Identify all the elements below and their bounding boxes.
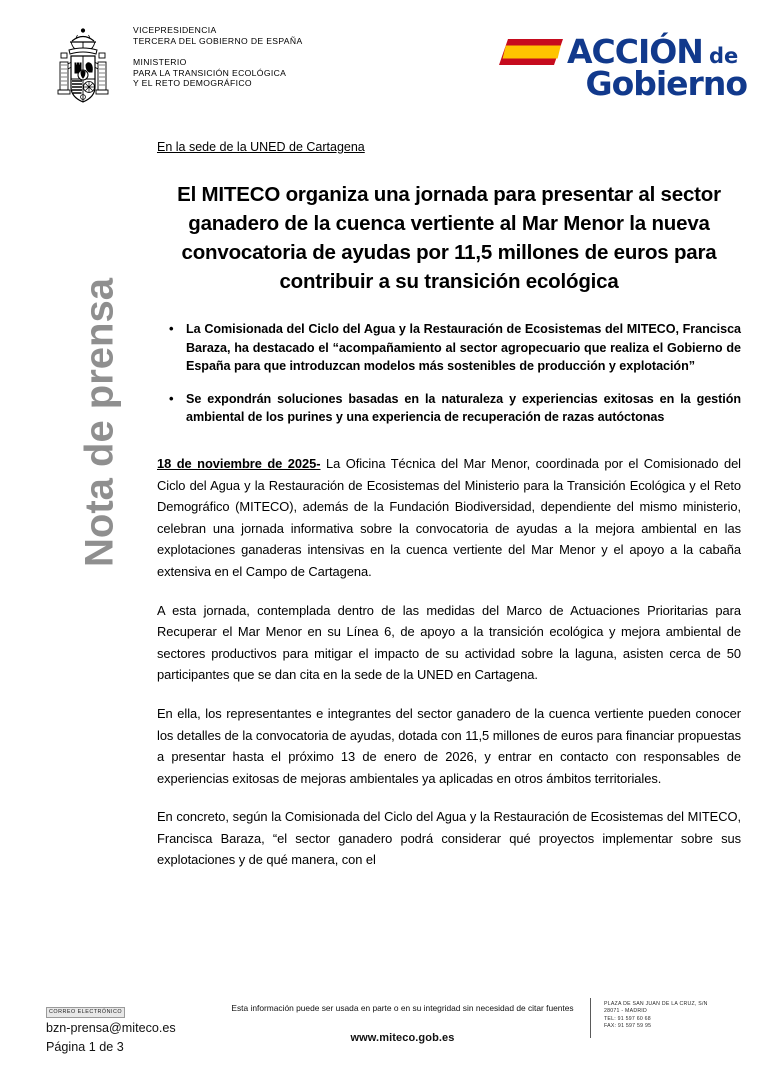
kicker-line: En la sede de la UNED de Cartagena: [157, 140, 365, 154]
ministry-line-1: VICEPRESIDENCIA: [133, 25, 217, 35]
paragraph-2: A esta jornada, contemplada dentro de las medidas del Marco de Actuaciones Prioritarias para Recuperar el Mar Menor en su Línea 6, de apoyo a la transición ecológica y mejora ambiental de sectores productivos para mitigar el impacto de su actividad sobre la laguna, asisten cerca de 50 participantes que se dan cita en la sede de la UNED en Cartagena.: [157, 602, 741, 683]
page-title: El MITECO organiza una jornada para presentar al sector ganadero de la cuenca vertiente al Mar Menor la nueva convocatoria de ayudas por 11,5 millones de euros para contribuir a su transición ecológica: [177, 183, 721, 293]
spain-flag-icon: [499, 39, 563, 65]
email-address[interactable]: bzn-prensa@miteco.es: [46, 1020, 176, 1035]
ministry-identity: [133, 25, 303, 89]
ministry-line-2: TERCERA DEL GOBIERNO DE ESPAÑA: [133, 35, 303, 46]
address-line-3: TEL: 91 597 60 68: [604, 1015, 651, 1022]
paragraph-1-text: La Oficina Técnica del Mar Menor, coordinada por el Comisionado del Ciclo del Agua y la Restauración de Ecosistemas del Ministerio para la Transición Ecológica y el Reto Demográfico (MITECO), además de la Fundación Biodiversidad, dependiente del mismo ministerio, celebran una jornada informativa sobre la convocatoria de ayudas a la mejora ambiental en las explotaciones ganaderas intensivas en la cuenca vertiente del Mar Menor y el apoyo a la cabaña extensiva en el Campo de Cartagena.: [157, 455, 741, 579]
list-item-text: La Comisionada del Ciclo del Agua y la Restauración de Ecosistemas del MITECO, Francisca Baraza, ha destacado el “acompañamiento al sector agropecuario que realiza el Gobierno de España para que introduzcan modelos más sostenibles de producción y explotación”: [186, 322, 741, 374]
ministry-line-3: MINISTERIO: [133, 57, 187, 68]
paragraph-3: En ella, los representantes e integrantes del sector ganadero de la cuenca vertiente pueden conocer los detalles de la convocatoria de ayudas, dotada con 11,5 millones de euros para financiar propuestas a presentar hasta el próximo 13 de enero de 2026, y entrar en contacto con responsables de experiencias exitosas de mejoras ambientales ya aplicadas en otros ámbitos territoriales.: [157, 705, 741, 786]
logo-word-de: de: [708, 44, 739, 68]
website-link[interactable]: www.miteco.gob.es: [350, 1032, 455, 1044]
bullet-dot-icon: •: [169, 390, 174, 406]
document-header: [0, 22, 769, 120]
coat-of-arms-icon: [46, 25, 120, 111]
address-line-4: FAX: 91 597 59 95: [604, 1023, 652, 1030]
document-footer: [0, 988, 769, 1066]
paragraph-1: [157, 453, 741, 583]
list-item: [157, 320, 741, 376]
footer-divider: [590, 998, 591, 1038]
logo-word-accion: ACCIÓN: [567, 32, 703, 71]
bullet-dot-icon: •: [169, 321, 174, 336]
dateline: 18 de noviembre de 2025-: [157, 455, 321, 471]
logo-word-gobierno: Gobierno: [585, 64, 747, 103]
list-item-text: Se expondrán soluciones basadas en la naturaleza y experiencias exitosas en la gestión ambiental de los purines y una experiencia de recuperación de razas autóctonas: [186, 391, 741, 425]
nota-de-prensa-label: Nota de prensa: [77, 278, 122, 567]
ministry-line-4: PARA LA TRANSICIÓN ECOLÓGICA: [133, 67, 287, 78]
ministry-line-5: Y EL RETO DEMOGRÁFICO: [133, 78, 252, 89]
page-number: Página 1 de 3: [46, 1040, 124, 1054]
paragraph-4: En concreto, según la Comisionada del Ciclo del Agua y la Restauración de Ecosistemas del MITECO, Francisca Baraza, “el sector ganadero podrá considerar qué proyectos implementar sobre sus explotaciones y de qué manera, con el: [157, 809, 741, 868]
usage-notice: Esta información puede ser usada en parte o en su integridad sin necesidad de citar fuentes: [231, 1003, 574, 1013]
address-line-1: PLAZA DE SAN JUAN DE LA CRUZ, S/N: [604, 1001, 708, 1007]
document-body: [157, 140, 741, 871]
accion-de-gobierno-logo: [499, 30, 747, 108]
footer-center-block: [225, 1002, 580, 1044]
highlights-list: [157, 320, 741, 427]
email-label: CORREO ELECTRÓNICO: [46, 1007, 125, 1018]
list-item: [157, 390, 741, 427]
address-line-2: 28071 - MADRID: [604, 1008, 647, 1015]
footer-address: [604, 1001, 754, 1031]
